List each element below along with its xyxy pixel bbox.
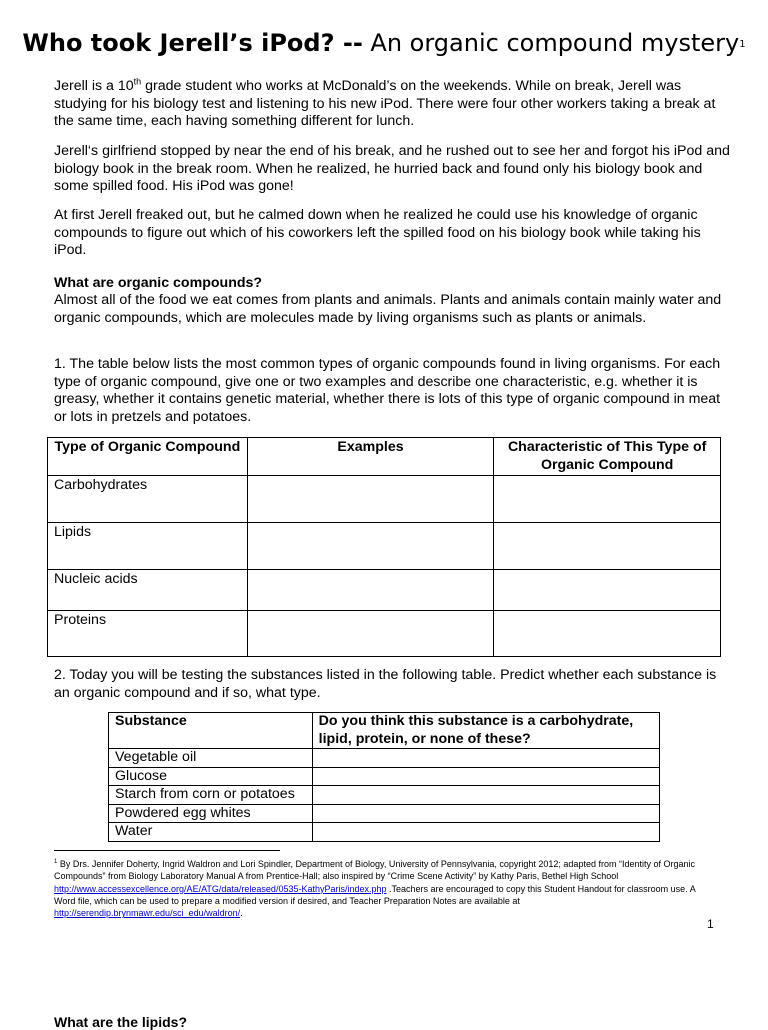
table1-header-row — [48, 438, 721, 476]
table2-header-substance: Substance — [109, 713, 313, 749]
table-row — [48, 523, 721, 570]
table-row — [109, 767, 660, 786]
compound-type-cell: Nucleic acids — [48, 570, 248, 611]
characteristic-cell[interactable] — [494, 523, 721, 570]
footnote-text-a: By Drs. Jennifer Doherty, Ingrid Waldron and Lori Spindler, Department of Biology, University of Pennsylvania, copyright 2012; adapted from “Identity of Organic Compounds” from Biology Laboratory Manual A from Prentice-Hall; also inspired by “Crime Scene Activity” by Kathy Paris, Bethel High School — [54, 859, 695, 882]
prediction-cell[interactable] — [312, 749, 659, 768]
section-heading: What are organic compounds? — [54, 275, 263, 291]
characteristic-cell[interactable] — [494, 570, 721, 611]
intro-p1-start: Jerell is a 10 — [54, 78, 134, 94]
examples-cell[interactable] — [247, 476, 494, 523]
table2-header-row — [109, 713, 660, 749]
section-text: Almost all of the food we eat comes from plants and animals. Plants and animals contain mainly water and organic compounds, which are molecules made by living organisms such as plants or animals. — [54, 292, 722, 326]
substances-table — [108, 712, 660, 842]
table1-header-type: Type of Organic Compound — [48, 438, 248, 476]
title-rest: An organic compound mystery — [362, 29, 740, 57]
compound-type-cell: Lipids — [48, 523, 248, 570]
examples-cell[interactable] — [247, 523, 494, 570]
compound-type-cell: Proteins — [48, 611, 248, 657]
substance-cell: Vegetable oil — [109, 749, 313, 768]
footnote-text-b: .Teachers are encouraged to copy this Student Handout for classroom use. A Word file, which can be used to prepare a modified version if desired, and Teacher Preparation Notes are available at — [54, 883, 696, 906]
examples-cell[interactable] — [247, 570, 494, 611]
table1-header-examples: Examples — [247, 438, 494, 476]
intro-p1-end: grade student who works at McDonald’s on the weekends. While on break, Jerell was studying for his biology test and listening to his new iPod. There were four other workers taking a break at the same time, each having something different for lunch. — [54, 78, 716, 129]
table-row — [48, 570, 721, 611]
title-footnote-mark: 1 — [739, 39, 746, 50]
table-row — [109, 749, 660, 768]
table2-header-prediction: Do you think this substance is a carbohydrate, lipid, protein, or none of these? — [312, 713, 659, 749]
table-row — [48, 476, 721, 523]
compound-type-cell: Carbohydrates — [48, 476, 248, 523]
table1-header-characteristic: Characteristic of This Type of Organic Compound — [494, 438, 721, 476]
substance-cell: Powdered egg whites — [109, 804, 313, 823]
characteristic-cell[interactable] — [494, 611, 721, 657]
intro-paragraph-1 — [54, 78, 734, 131]
organic-compounds-table — [47, 437, 721, 657]
access-excellence-link[interactable]: http://www.accessexcellence.org/AE/ATG/data/released/0535-KathyParis/index.php — [54, 883, 387, 894]
examples-cell[interactable] — [247, 611, 494, 657]
footnote — [54, 856, 704, 919]
question-2: 2. Today you will be testing the substances listed in the following table. Predict whether each substance is an organic compound and if so, what type. — [54, 667, 717, 701]
page-number: 1 — [707, 917, 714, 931]
intro-p1-superscript: th — [133, 76, 142, 87]
substance-cell: Water — [109, 823, 313, 842]
substance-cell: Glucose — [109, 767, 313, 786]
table-row — [48, 611, 721, 657]
footnote-mark: 1 — [54, 859, 58, 865]
serendip-link[interactable]: http://serendip.brynmawr.edu/sci_edu/waldron/ — [54, 908, 241, 919]
prediction-cell[interactable] — [312, 804, 659, 823]
prediction-cell[interactable] — [312, 767, 659, 786]
title-bold: Who took Jerell’s iPod? -- — [22, 29, 363, 57]
intro-paragraph-3: At first Jerell freaked out, but he calmed down when he realized he could use his knowledge of organic compounds to figure out which of his coworkers left the spilled food on his biology book while taking his iPod. — [54, 207, 701, 258]
table-row — [109, 823, 660, 842]
next-page-heading-cut-off: What are the lipids? — [54, 1014, 188, 1030]
question-1: 1. The table below lists the most common types of organic compounds found in living organisms. For each type of organic compound, give one or two examples and describe one characteristic, e.g. whether it is greasy, whether it contains genetic material, whether there is lots of this type of organic compound in meat or lots in pretzels and potatoes. — [54, 356, 721, 425]
intro-paragraph-2: Jerell‘s girlfriend stopped by near the end of his break, and he rushed out to see her and forgot his iPod and biology book in the break room. When he realized, he hurried back and found only his biology book and some spilled food. His iPod was gone! — [54, 143, 730, 194]
page-title — [0, 26, 768, 60]
footnote-text-c: . — [240, 908, 243, 919]
table-row — [109, 804, 660, 823]
characteristic-cell[interactable] — [494, 476, 721, 523]
prediction-cell[interactable] — [312, 786, 659, 805]
footnote-divider — [54, 850, 280, 851]
prediction-cell[interactable] — [312, 823, 659, 842]
substance-cell: Starch from corn or potatoes — [109, 786, 313, 805]
table-row — [109, 786, 660, 805]
